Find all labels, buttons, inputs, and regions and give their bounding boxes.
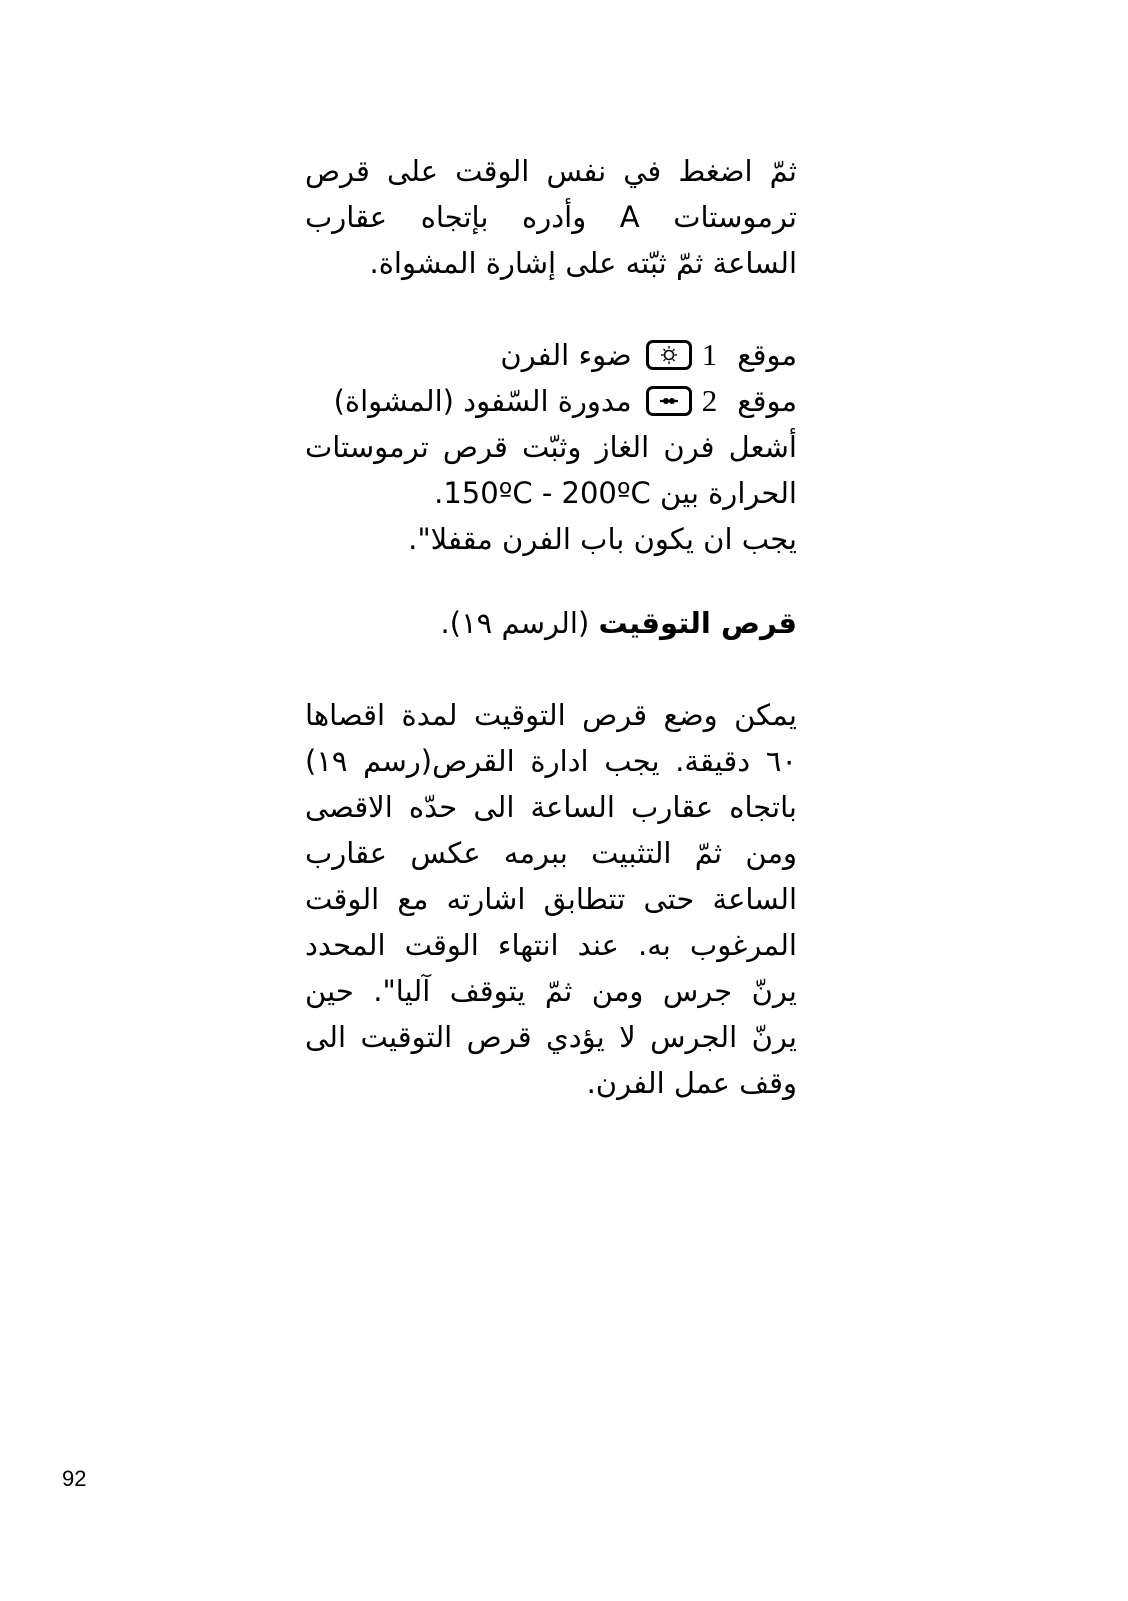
instruction-line: أشعل فرن الغاز وثبّت قرص ترموستات — [305, 430, 797, 464]
page-number: 92 — [62, 1466, 87, 1491]
instruction-line: الحرارة بين 150ºC - 200ºC. — [434, 476, 797, 510]
oven-light-icon — [646, 340, 692, 370]
section-heading-suffix: (الرسم ١٩). — [440, 606, 599, 640]
timer-line: ٦٠ دقيقة. يجب ادارة القرص(رسم ١٩) — [305, 744, 797, 778]
position-word: موقع — [737, 384, 797, 418]
section-heading-title: قرص التوقيت — [598, 606, 797, 640]
timer-line: ومن ثمّ التثبيت ببرمه عكس عقارب — [305, 836, 797, 870]
timer-line: يرنّ الجرس لا يؤدي قرص التوقيت الى — [305, 1020, 797, 1054]
position-row — [305, 332, 797, 378]
instruction-line: يجب ان يكون باب الفرن مقفلا". — [408, 522, 797, 556]
position-word: موقع — [737, 338, 797, 372]
position-label: مدورة السّفود (المشواة) — [333, 384, 632, 418]
timer-line: المرغوب به. عند انتهاء الوقت المحدد — [305, 928, 797, 962]
position-label: ضوء الفرن — [500, 338, 632, 372]
timer-line: باتجاه عقارب الساعة الى حدّه الاقصى — [305, 790, 797, 824]
intro-line: ثمّ اضغط في نفس الوقت على قرص — [305, 154, 797, 188]
timer-line: الساعة حتى تتطابق اشارته مع الوقت — [305, 882, 797, 916]
position-row — [305, 378, 797, 424]
timer-line: وقف عمل الفرن. — [586, 1066, 797, 1100]
position-number: 2 — [701, 383, 718, 418]
section-heading — [305, 600, 797, 646]
timer-heading — [305, 600, 797, 646]
timer-line: يمكن وضع قرص التوقيت لمدة اقصاها — [305, 698, 797, 732]
rotisserie-icon — [646, 386, 692, 416]
timer-paragraph — [305, 692, 797, 1106]
intro-paragraph — [305, 148, 797, 286]
intro-line: ترموستات A وأدره بإتجاه عقارب — [305, 200, 798, 234]
timer-line: يرنّ جرس ومن ثمّ يتوقف آليا". حين — [305, 974, 797, 1008]
positions-section — [305, 332, 797, 562]
intro-line: الساعة ثمّ ثبّته على إشارة المشواة. — [369, 246, 797, 280]
position-number: 1 — [701, 337, 718, 372]
